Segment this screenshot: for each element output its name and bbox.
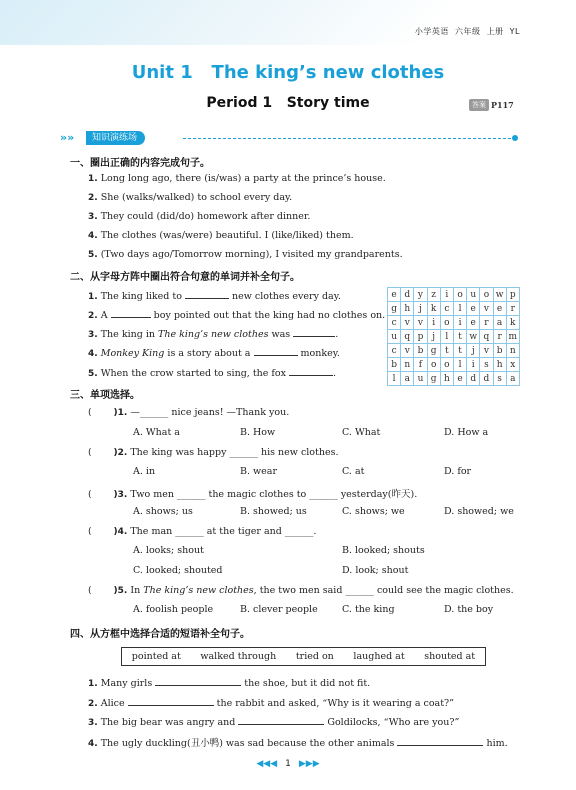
list-item: 3. They could (did/do) homework after dinner. (88, 211, 311, 222)
grid-letter[interactable]: v (480, 344, 493, 358)
list-item: 2. She (walks/walked) to school every day. (88, 192, 293, 203)
grid-letter[interactable]: h (440, 372, 453, 386)
grid-letter[interactable]: w (493, 288, 506, 302)
grid-letter[interactable]: v (401, 344, 414, 358)
grid-letter[interactable]: h (401, 302, 414, 316)
grid-letter[interactable]: k (427, 302, 440, 316)
section4-title: 四、从方框中选择合适的短语补全句子。 (70, 629, 250, 640)
answer-reference (469, 99, 514, 111)
answer-blank[interactable] (185, 289, 229, 299)
section3-title: 三、单项选择。 (70, 390, 140, 401)
grid-letter[interactable]: r (506, 302, 519, 316)
grid-letter[interactable]: d (401, 288, 414, 302)
option[interactable]: C. shows; we (342, 506, 405, 517)
list-item: 5. (Two days ago/Tomorrow morning), I visited my grandparents. (88, 249, 403, 260)
answer-blank[interactable] (128, 696, 214, 706)
grid-letter[interactable]: i (427, 316, 440, 330)
grid-letter[interactable]: b (414, 344, 427, 358)
grid-letter[interactable]: u (414, 372, 427, 386)
grid-letter[interactable]: i (467, 358, 480, 372)
option[interactable]: A. in (133, 466, 156, 477)
option[interactable]: D. look; shout (342, 565, 409, 576)
grid-letter[interactable]: n (401, 358, 414, 372)
list-item: 4. The clothes (was/were) beautiful. I (like/liked) them. (88, 230, 354, 241)
answer-blank[interactable] (155, 676, 241, 686)
option[interactable]: C. looked; shouted (133, 565, 223, 576)
option[interactable]: D. the boy (444, 604, 494, 615)
grid-letter[interactable]: t (440, 344, 453, 358)
list-item: 4. Monkey King is a story about a monkey. (88, 348, 340, 359)
grid-letter[interactable]: c (388, 316, 401, 330)
list-item: 3. The big bear was angry and Goldilocks, “Who are you?” (88, 717, 460, 728)
phrase: tried on (295, 651, 334, 662)
grid-letter[interactable]: i (453, 316, 466, 330)
grid-letter[interactable]: q (480, 330, 493, 344)
answer-blank[interactable] (111, 308, 151, 318)
grid-letter[interactable]: d (467, 372, 480, 386)
list-item: 5. When the crow started to sing, the fox . (88, 368, 337, 379)
answer-label: 答案 (469, 99, 489, 111)
grid-letter[interactable]: n (506, 344, 519, 358)
question-stem: ( )3. Two men ______ the magic clothes to ______ yesterday(昨天). (88, 489, 418, 500)
grid-letter[interactable]: g (388, 302, 401, 316)
grid-letter[interactable]: x (506, 358, 519, 372)
option[interactable]: D. for (444, 466, 472, 477)
grid-letter[interactable]: e (467, 302, 480, 316)
grid-letter[interactable]: v (414, 316, 427, 330)
grid-letter[interactable]: m (506, 330, 519, 344)
answer-blank[interactable] (397, 736, 483, 746)
list-item: 4. The ugly duckling(丑小鸭) was sad because the other animals him. (88, 738, 508, 749)
option[interactable]: B. clever people (240, 604, 318, 615)
grid-letter[interactable]: j (414, 302, 427, 316)
grid-letter[interactable]: j (467, 344, 480, 358)
next-arrows-icon: ▶▶▶ (298, 759, 320, 769)
grid-letter[interactable]: z (427, 288, 440, 302)
option[interactable]: C. What (342, 427, 381, 438)
section2-title: 二、从字母方阵中圈出符合句意的单词并补全句子。 (70, 272, 300, 283)
grid-letter[interactable]: i (440, 288, 453, 302)
grid-letter[interactable]: y (414, 288, 427, 302)
phrase: shouted at (424, 651, 476, 662)
grid-letter[interactable]: p (506, 288, 519, 302)
section1-title: 一、圈出正确的内容完成句子。 (70, 158, 210, 169)
phrase-box (121, 647, 486, 666)
grid-letter[interactable]: a (401, 372, 414, 386)
list-item: 2. Alice the rabbit and asked, “Why is it wearing a coat?” (88, 698, 454, 709)
option[interactable]: A. looks; shout (133, 545, 204, 556)
grid-letter[interactable]: e (388, 288, 401, 302)
page-number: 1 (285, 759, 291, 769)
option[interactable]: C. the king (342, 604, 395, 615)
grid-letter[interactable]: r (493, 330, 506, 344)
grid-row (388, 330, 520, 344)
prev-arrows-icon: ◀◀◀ (256, 759, 278, 769)
question-stem: ( )1. —______ nice jeans! —Thank you. (88, 407, 290, 418)
grid-letter[interactable]: q (401, 330, 414, 344)
option[interactable]: D. showed; we (444, 506, 514, 517)
grid-letter[interactable]: k (506, 316, 519, 330)
grid-letter[interactable]: l (440, 330, 453, 344)
banner-divider (183, 138, 516, 139)
grid-row (388, 358, 520, 372)
banner-label: 知识演练场 (86, 131, 145, 145)
grid-letter[interactable]: o (440, 358, 453, 372)
option[interactable]: A. shows; us (133, 506, 193, 517)
grid-letter[interactable]: l (453, 302, 466, 316)
grid-letter[interactable]: o (453, 288, 466, 302)
period-title: Period 1 Story time (206, 95, 370, 111)
grid-row (388, 302, 520, 316)
phrase: laughed at (353, 651, 405, 662)
list-item: 1. Many girls the shoe, but it did not fit. (88, 678, 371, 689)
book-header: 小学英语 六年级 上册 YL (414, 27, 520, 36)
grid-letter[interactable]: b (493, 344, 506, 358)
phrase: walked through (200, 651, 277, 662)
grid-letter[interactable]: o (427, 358, 440, 372)
grid-letter[interactable]: f (414, 358, 427, 372)
option[interactable]: B. wear (240, 466, 277, 477)
grid-letter[interactable]: a (493, 316, 506, 330)
question-stem: ( )2. The king was happy ______ his new clothes. (88, 447, 339, 458)
grid-letter[interactable]: s (493, 372, 506, 386)
grid-letter[interactable]: c (440, 302, 453, 316)
grid-letter[interactable]: l (388, 372, 401, 386)
section-banner (60, 131, 145, 145)
grid-letter[interactable]: e (467, 316, 480, 330)
list-item: 2. A boy pointed out that the king had no clothes on. (88, 310, 386, 321)
answer-blank[interactable] (254, 346, 298, 356)
grid-letter[interactable]: e (493, 302, 506, 316)
grid-letter[interactable]: t (453, 330, 466, 344)
grid-letter[interactable]: o (480, 288, 493, 302)
corner-decoration (0, 0, 576, 45)
grid-letter[interactable]: r (480, 316, 493, 330)
grid-letter[interactable]: v (401, 316, 414, 330)
grid-letter[interactable]: b (388, 358, 401, 372)
grid-letter[interactable]: t (453, 344, 466, 358)
grid-letter[interactable]: c (388, 344, 401, 358)
option[interactable]: D. How a (444, 427, 489, 438)
grid-letter[interactable]: j (427, 330, 440, 344)
answer-blank[interactable] (289, 366, 333, 376)
grid-letter[interactable]: d (480, 372, 493, 386)
question-stem: ( )5. In The king’s new clothes, the two men said ______ could see the magic clothes. (88, 585, 514, 596)
option[interactable]: A. foolish people (133, 604, 214, 615)
grid-letter[interactable]: u (467, 288, 480, 302)
grid-row (388, 372, 520, 386)
grid-row (388, 344, 520, 358)
option[interactable]: B. How (240, 427, 276, 438)
double-chevron-icon: »» (60, 131, 75, 144)
option[interactable]: C. at (342, 466, 365, 477)
grid-letter[interactable]: l (453, 358, 466, 372)
phrase: pointed at (131, 651, 181, 662)
answer-blank[interactable] (293, 327, 335, 337)
question-stem: ( )4. The man ______ at the tiger and ______. (88, 526, 317, 537)
grid-letter[interactable]: v (480, 302, 493, 316)
grid-letter[interactable]: o (440, 316, 453, 330)
grid-letter[interactable]: u (388, 330, 401, 344)
page-footer (0, 759, 576, 769)
grid-letter[interactable]: e (453, 372, 466, 386)
grid-letter[interactable]: w (467, 330, 480, 344)
grid-letter[interactable]: g (427, 372, 440, 386)
letter-grid (387, 287, 520, 386)
banner-dot (512, 135, 518, 141)
answer-blank[interactable] (238, 715, 324, 725)
list-item: 3. The king in The king’s new clothes was . (88, 329, 339, 340)
option[interactable]: A. What a (133, 427, 180, 438)
grid-letter[interactable]: g (427, 344, 440, 358)
list-item: 1. Long long ago, there (is/was) a party at the prince’s house. (88, 173, 386, 184)
answer-page: P117 (491, 100, 514, 110)
unit-title: Unit 1 The king’s new clothes (131, 62, 445, 83)
grid-row (388, 316, 520, 330)
list-item: 1. The king liked to new clothes every day. (88, 291, 341, 302)
option[interactable]: B. showed; us (240, 506, 307, 517)
grid-row (388, 288, 520, 302)
grid-letter[interactable]: s (480, 358, 493, 372)
grid-letter[interactable]: p (414, 330, 427, 344)
option[interactable]: B. looked; shouts (342, 545, 425, 556)
grid-letter[interactable]: a (506, 372, 519, 386)
grid-letter[interactable]: h (493, 358, 506, 372)
